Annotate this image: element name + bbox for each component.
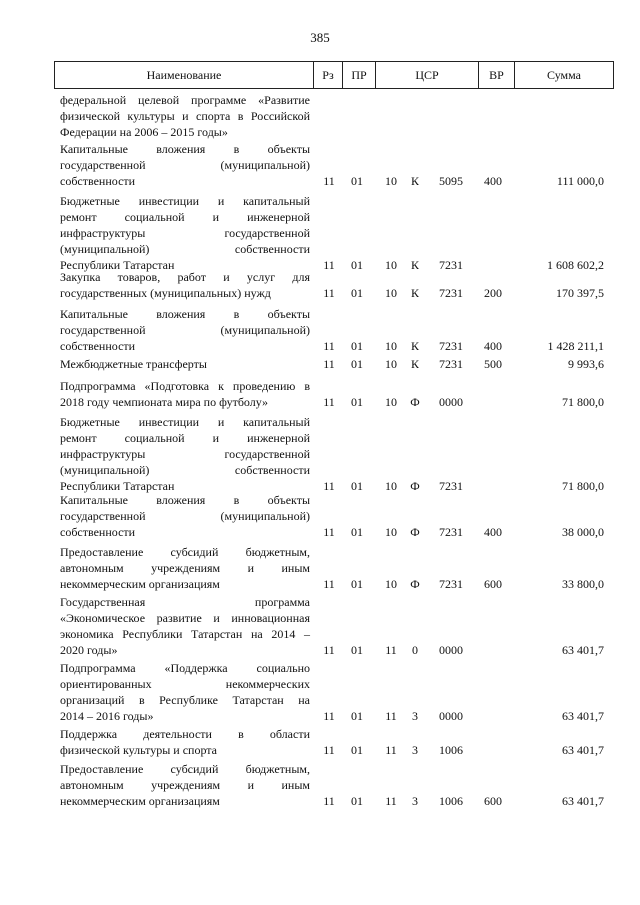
row-vr: 400 <box>484 525 502 539</box>
row-name-line: собственности <box>60 525 136 539</box>
row-pr: 01 <box>351 525 363 539</box>
row-sum: 33 800,0 <box>562 577 604 591</box>
row-csr-subprogram: Ф <box>410 395 420 409</box>
row-name-line: 2018 году чемпионата мира по футболу» <box>60 395 269 409</box>
row-rz: 11 <box>323 794 335 808</box>
header-vr: ВР <box>479 62 515 88</box>
row-csr-program: 10 <box>385 479 397 493</box>
row-name-line: государственной (муниципальной) <box>60 323 310 337</box>
row-name-line: Капитальные вложения в объекты <box>60 142 310 156</box>
row-pr: 01 <box>351 709 363 723</box>
row-rz: 11 <box>323 577 335 591</box>
row-name-line: инфраструктуры государственной <box>60 226 310 240</box>
row-csr-item: 7231 <box>439 479 463 493</box>
row-csr-program: 10 <box>385 286 397 300</box>
row-name <box>60 761 310 809</box>
row-sum: 63 401,7 <box>562 709 604 723</box>
row-csr-item: 0000 <box>439 643 463 657</box>
row-rz: 11 <box>323 525 335 539</box>
row-name-line: автономным учреждениям и иным <box>60 778 310 792</box>
row-name-line: (муниципальной) собственности <box>60 463 310 477</box>
row-sum: 63 401,7 <box>562 794 604 808</box>
row-name <box>60 356 310 372</box>
row-name-line: Капитальные вложения в объекты <box>60 493 310 507</box>
row-name-line: 2020 годы» <box>60 643 118 657</box>
row-name <box>60 92 310 140</box>
row-rz: 11 <box>323 339 335 353</box>
header-name: Наименование <box>55 62 314 88</box>
row-name-line: некоммерческим организациям <box>60 577 220 591</box>
row-vr: 400 <box>484 339 502 353</box>
row-name-line: Подпрограмма «Подготовка к проведению в <box>60 379 310 393</box>
row-name-line: государственной (муниципальной) <box>60 158 310 172</box>
row-rz: 11 <box>323 357 335 371</box>
row-sum: 63 401,7 <box>562 643 604 657</box>
row-name-line: Предоставление субсидий бюджетным, <box>60 762 310 776</box>
row-csr-program: 11 <box>385 643 397 657</box>
row-csr-subprogram: К <box>410 286 419 300</box>
row-name-line: ремонт социальной и инженерной <box>60 210 310 224</box>
row-name-line: Поддержка деятельности в области <box>60 727 310 741</box>
page-number: 385 <box>310 30 330 45</box>
row-csr-subprogram: Ф <box>410 479 420 493</box>
row-name <box>60 269 310 301</box>
row-name-line: организаций в Республике Татарстан на <box>60 693 310 707</box>
row-csr-subprogram: Ф <box>410 577 420 591</box>
row-pr: 01 <box>351 794 363 808</box>
row-sum: 38 000,0 <box>562 525 604 539</box>
row-rz: 11 <box>323 286 335 300</box>
row-csr-program: 11 <box>385 743 397 757</box>
row-name <box>60 306 310 354</box>
row-name-line: государственной (муниципальной) <box>60 509 310 523</box>
row-name-line: ремонт социальной и инженерной <box>60 431 310 445</box>
row-csr-item: 0000 <box>439 709 463 723</box>
row-name-line: собственности <box>60 174 136 188</box>
row-csr-subprogram: К <box>410 357 419 371</box>
row-name-line: Бюджетные инвестиции и капитальный <box>60 415 310 429</box>
row-name-line: Закупка товаров, работ и услуг для <box>60 270 310 284</box>
row-rz: 11 <box>323 258 335 272</box>
row-pr: 01 <box>351 339 363 353</box>
row-name-line: государственных (муниципальных) нужд <box>60 286 271 300</box>
row-sum: 63 401,7 <box>562 743 604 757</box>
row-csr-subprogram: К <box>410 339 419 353</box>
row-pr: 01 <box>351 286 363 300</box>
row-sum: 170 397,5 <box>556 286 604 300</box>
row-vr: 500 <box>484 357 502 371</box>
row-csr-program: 10 <box>385 174 397 188</box>
row-name-line: Республики Татарстан <box>60 258 175 272</box>
row-rz: 11 <box>323 479 335 493</box>
row-name <box>60 193 310 273</box>
row-csr-subprogram: 3 <box>412 743 418 757</box>
row-name-line: автономным учреждениям и иным <box>60 561 310 575</box>
row-pr: 01 <box>351 577 363 591</box>
row-sum: 71 800,0 <box>562 395 604 409</box>
header-csr: ЦСР <box>376 62 479 88</box>
row-sum: 9 993,6 <box>568 357 604 371</box>
row-name-line: Подпрограмма «Поддержка социально <box>60 661 310 675</box>
row-csr-item: 7231 <box>439 339 463 353</box>
row-name <box>60 378 310 410</box>
row-name-line: Межбюджетные трансферты <box>60 357 207 371</box>
row-csr-program: 11 <box>385 709 397 723</box>
row-vr: 400 <box>484 174 502 188</box>
row-csr-item: 7231 <box>439 525 463 539</box>
row-name <box>60 141 310 189</box>
row-name <box>60 492 310 540</box>
row-pr: 01 <box>351 743 363 757</box>
row-csr-program: 10 <box>385 395 397 409</box>
row-name-line: Республики Татарстан <box>60 479 175 493</box>
row-vr: 600 <box>484 794 502 808</box>
row-pr: 01 <box>351 643 363 657</box>
row-csr-item: 0000 <box>439 395 463 409</box>
row-name-line: Государственная программа <box>60 595 310 609</box>
row-rz: 11 <box>323 174 335 188</box>
row-csr-subprogram: Ф <box>410 525 420 539</box>
row-sum: 71 800,0 <box>562 479 604 493</box>
row-name <box>60 726 310 758</box>
row-name-line: федеральной целевой программе «Развитие <box>60 93 310 107</box>
row-csr-program: 10 <box>385 357 397 371</box>
row-rz: 11 <box>323 395 335 409</box>
row-pr: 01 <box>351 258 363 272</box>
row-csr-item: 1006 <box>439 794 463 808</box>
row-csr-program: 10 <box>385 577 397 591</box>
row-name-line: собственности <box>60 339 136 353</box>
row-csr-subprogram: К <box>410 174 419 188</box>
row-name <box>60 414 310 494</box>
row-csr-item: 7231 <box>439 577 463 591</box>
row-name-line: экономика Республики Татарстан на 2014 – <box>60 627 310 641</box>
row-csr-subprogram: 3 <box>412 709 418 723</box>
row-sum: 1 428 211,1 <box>547 339 604 353</box>
row-name-line: Бюджетные инвестиции и капитальный <box>60 194 310 208</box>
row-pr: 01 <box>351 395 363 409</box>
header-sum: Сумма <box>547 68 581 82</box>
row-rz: 11 <box>323 743 335 757</box>
row-pr: 01 <box>351 479 363 493</box>
row-csr-item: 7231 <box>439 357 463 371</box>
row-rz: 11 <box>323 709 335 723</box>
row-csr-item: 5095 <box>439 174 463 188</box>
row-name-line: инфраструктуры государственной <box>60 447 310 461</box>
row-sum: 1 608 602,2 <box>547 258 604 272</box>
row-name-line: ориентированных некоммерческих <box>60 677 310 691</box>
row-csr-item: 7231 <box>439 286 463 300</box>
row-name <box>60 660 310 724</box>
row-csr-program: 11 <box>385 794 397 808</box>
row-sum: 111 000,0 <box>556 174 604 188</box>
row-pr: 01 <box>351 174 363 188</box>
row-name <box>60 544 310 592</box>
row-name <box>60 594 310 658</box>
row-csr-program: 10 <box>385 258 397 272</box>
row-name-line: Предоставление субсидий бюджетным, <box>60 545 310 559</box>
row-csr-item: 7231 <box>439 258 463 272</box>
row-name-line: Федерации на 2006 – 2015 годы» <box>60 125 228 139</box>
row-csr-subprogram: 0 <box>412 643 418 657</box>
header-pr: ПР <box>343 62 376 88</box>
row-csr-subprogram: К <box>410 258 419 272</box>
row-csr-item: 1006 <box>439 743 463 757</box>
table-header <box>54 61 614 89</box>
row-vr: 600 <box>484 577 502 591</box>
row-pr: 01 <box>351 357 363 371</box>
header-rz: Рз <box>314 62 343 88</box>
row-name-line: «Экономическое развитие и инновационная <box>60 611 310 625</box>
row-name-line: (муниципальной) собственности <box>60 242 310 256</box>
row-rz: 11 <box>323 643 335 657</box>
row-csr-program: 10 <box>385 339 397 353</box>
row-vr: 200 <box>484 286 502 300</box>
row-name-line: Капитальные вложения в объекты <box>60 307 310 321</box>
row-name-line: 2014 – 2016 годы» <box>60 709 154 723</box>
row-csr-program: 10 <box>385 525 397 539</box>
row-name-line: физической культуры и спорта <box>60 743 218 757</box>
row-name-line: физической культуры и спорта в Российской <box>60 109 310 123</box>
row-name-line: некоммерческим организациям <box>60 794 220 808</box>
row-csr-subprogram: 3 <box>412 794 418 808</box>
